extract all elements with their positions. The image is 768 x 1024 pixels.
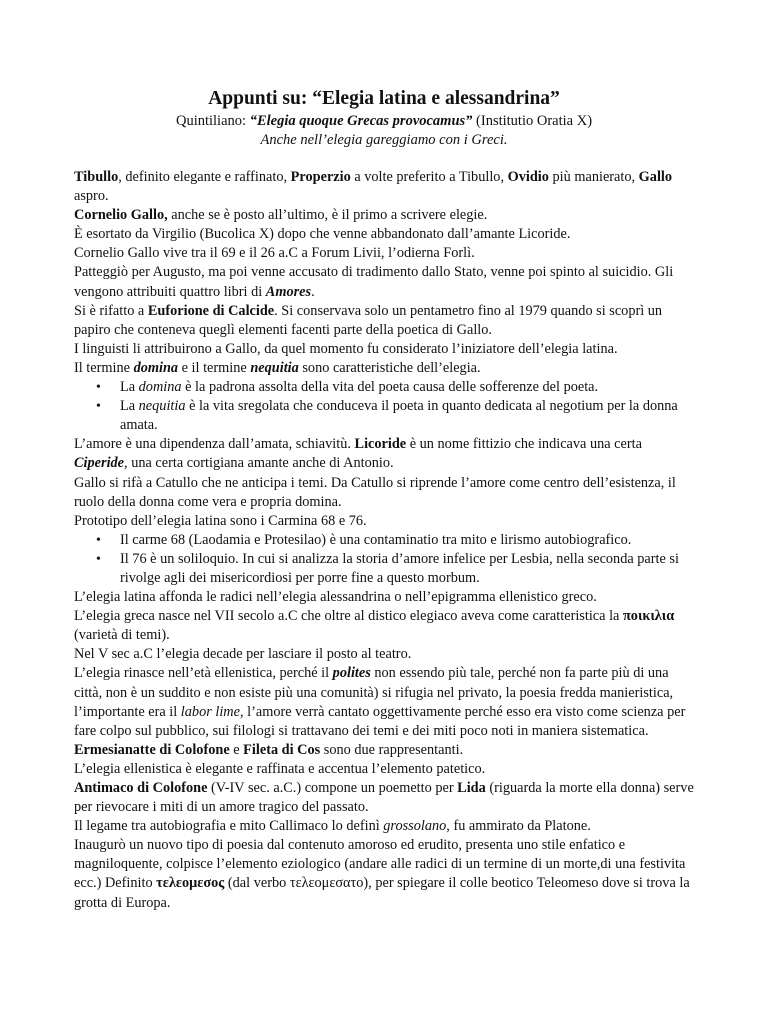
text-run: anche se è posto all’ultimo, è il primo a scrivere elegie.	[167, 207, 488, 224]
list-item	[120, 378, 698, 397]
emphasis-text: nequitia	[250, 359, 299, 376]
bullet-list	[74, 378, 698, 435]
text-run: L’elegia rinasce nell’età ellenistica, perché il	[74, 665, 333, 682]
text-run: è la padrona assolta della vita del poeta causa delle sofferenze del poeta.	[181, 379, 599, 396]
emphasis-text: Amores	[265, 283, 312, 300]
text-run: L’elegia latina affonda le radici nell’elegia alessandrina o nell’epigramma ellenistico greco.	[74, 589, 597, 606]
emphasis-text: domina	[133, 359, 179, 376]
emphasis-text: Properzio	[290, 169, 351, 185]
text-run: , una certa cortigiana amante anche di Antonio.	[124, 455, 394, 472]
paragraph	[74, 836, 698, 912]
text-run: aspro.	[74, 188, 109, 205]
emphasis-text	[250, 360, 298, 376]
emphasis-text: Cornelio Gallo,	[74, 207, 168, 224]
paragraph	[74, 760, 698, 779]
emphasis-text: ποικιλια	[622, 608, 675, 625]
emphasis-text	[74, 455, 124, 471]
bullet-list	[74, 531, 698, 588]
text-run: Nel V sec a.C l’elegia decade per lasciare il posto al teatro.	[74, 646, 412, 663]
emphasis-text: Gallo	[638, 169, 673, 185]
paragraph	[74, 664, 698, 740]
emphasis-text	[134, 360, 179, 376]
text-run: Il carme 68 (Laodamia e Protesilao) è una contaminatio tra mito e lirismo autobiografico.	[120, 531, 632, 548]
emphasis-text: polites	[332, 665, 371, 682]
emphasis-text: domina	[138, 379, 182, 396]
list-item	[120, 531, 698, 550]
text-run: , fu ammirato da Platone.	[446, 818, 591, 835]
paragraph	[74, 474, 698, 512]
emphasis-text	[333, 665, 371, 681]
paragraph	[74, 645, 698, 664]
text-run: sono due rappresentanti.	[320, 741, 464, 758]
list-item	[120, 397, 698, 435]
text-run: (dal verbo τελεομεσατο), per spiegare il colle beotico Teleomeso dove si trova la grotta di Europa.	[74, 875, 690, 911]
text-run: . Si conservava solo un pentametro fino al 1979 quando si scoprì un papiro che conteneva queglì elementi facenti parte della poetica di Gallo.	[74, 302, 663, 338]
paragraph	[74, 741, 698, 760]
emphasis-text	[266, 284, 311, 300]
text-run: più manierato,	[548, 169, 639, 185]
text-run: (riguarda la morte ella donna) serve per rievocare i miti di un amore tragico del passato.	[74, 780, 694, 816]
paragraph	[74, 244, 698, 263]
text-run: È esortato da Virgilio (Bucolica X) dopo che venne abbandonato dall’amante Licoride.	[74, 226, 571, 243]
emphasis-text: Tibullo	[74, 169, 119, 185]
paragraph	[74, 168, 698, 206]
paragraph	[74, 435, 698, 473]
quote-author: Quintiliano:	[175, 113, 250, 129]
text-run: , l’amore verrà cantato oggettivamente perché esso era visto come scienza per fare colpo sul pubblico, sui filologi si trattavano dei temi e dei miti poco noti in maniera sistematica.	[74, 703, 686, 739]
emphasis-text: Lida	[457, 780, 486, 796]
paragraph	[74, 225, 698, 244]
paragraph	[74, 607, 698, 645]
text-run: sono caratteristiche dell’elegia.	[298, 359, 481, 376]
text-run: Patteggiò per Augusto, ma poi venne accusato di tradimento dallo Stato, venne poi spinto al suicidio. Gli vengono attribuiti quattro libri di	[74, 264, 674, 300]
text-run: Il 76 è un soliloquio. In cui si analizza la storia d’amore infelice per Lesbia, nella seconda parte si rivolge agli dei misericordiosi per porre fine a questo morbum.	[120, 550, 679, 586]
emphasis-text: nequitia	[138, 398, 186, 415]
text-run: , definito elegante e raffinato,	[118, 169, 291, 185]
list-item	[120, 550, 698, 588]
paragraph	[74, 817, 698, 836]
emphasis-text: grossolano	[383, 818, 447, 835]
text-run: I linguisti li attribuirono a Gallo, da quel momento fu considerato l’iniziatore dell’elegia latina.	[74, 340, 618, 357]
emphasis-text: τελεομεσος	[156, 875, 225, 892]
paragraph	[74, 206, 698, 225]
text-run: (varietà di temi).	[74, 627, 170, 644]
text-run: e	[229, 741, 244, 758]
text-run: è un nome fittizio che indicava una certa	[406, 436, 642, 453]
paragraph	[74, 779, 698, 817]
text-run: Il termine	[74, 359, 134, 376]
paragraph	[74, 359, 698, 378]
emphasis-text: Antimaco di Colofone	[74, 780, 208, 796]
text-run: Il legame tra autobiografia e mito Callimaco lo definì	[74, 818, 384, 835]
text-run: Inaugurò un nuovo tipo di poesia dal contenuto amoroso ed erudito, presenta uno stile enfatico e magniloquente, colpisce l’elemento eziologico (andare alle radici di un termine di un morte,di una festivita ecc.) Definito	[74, 837, 686, 892]
document-body	[74, 168, 698, 913]
emphasis-text: Ciperide	[74, 455, 125, 472]
emphasis-text: Ovidio	[507, 169, 549, 185]
document-title: Appunti su: “Elegia latina e alessandrina”	[208, 88, 560, 109]
paragraph	[74, 340, 698, 359]
paragraph	[74, 512, 698, 531]
text-run: Prototipo dell’elegia latina sono i Carmina 68 e 76.	[74, 512, 367, 529]
emphasis-text: labor lime	[180, 703, 240, 720]
text-run: La	[120, 379, 139, 396]
quote-source: (Institutio Oratia X)	[472, 113, 593, 129]
text-run: .	[311, 283, 315, 300]
text-run: (V-IV sec. a.C.) compone un poemetto per	[207, 780, 458, 796]
text-run: Gallo si rifà a Catullo che ne anticipa i temi. Da Catullo si riprende l’amore come centro dell’esistenza, il ruolo della donna come vera e propria domina.	[74, 474, 676, 510]
text-run: L’elegia ellenistica è elegante e raffinata e accentua l’elemento patetico.	[74, 760, 486, 777]
paragraph	[74, 263, 698, 301]
quote-translation: Anche nell’elegia gareggiamo con i Greci.	[260, 132, 508, 148]
paragraph	[74, 302, 698, 340]
text-run: e il termine	[178, 359, 251, 376]
text-run: non essendo più tale, perché non fa parte più di una città, non è un suddito e non esiste più una comunità) si rifugia nel privato, la poesia fredda manieristica, l’importante era il	[74, 665, 674, 720]
quote-text: “Elegia quoque Grecas provocamus”	[249, 113, 473, 129]
text-run: L’elegia greca nasce nel VII secolo a.C che oltre al distico elegiaco aveva come caratteristica la	[74, 608, 623, 625]
text-run: La	[120, 398, 139, 415]
text-run: L’amore è una dipendenza dall’amata, schiavitù.	[74, 436, 355, 453]
document-header	[0, 86, 768, 150]
quote-line	[0, 112, 768, 131]
text-run: è la vita sregolata che conduceva il poeta in quanto dedicata al negotium per la donna amata.	[120, 398, 678, 434]
text-run: Si è rifatto a	[74, 302, 148, 319]
emphasis-text: Licoride	[354, 436, 407, 453]
emphasis-text: Euforione di Calcide	[147, 302, 275, 319]
emphasis-text: Fileta di Cos	[243, 741, 321, 758]
text-run: Cornelio Gallo vive tra il 69 e il 26 a.C a Forum Livii, l’odierna Forlì.	[74, 245, 475, 262]
text-run: a volte preferito a Tibullo,	[350, 169, 508, 185]
emphasis-text: Ermesianatte di Colofone	[74, 741, 230, 758]
paragraph	[74, 588, 698, 607]
